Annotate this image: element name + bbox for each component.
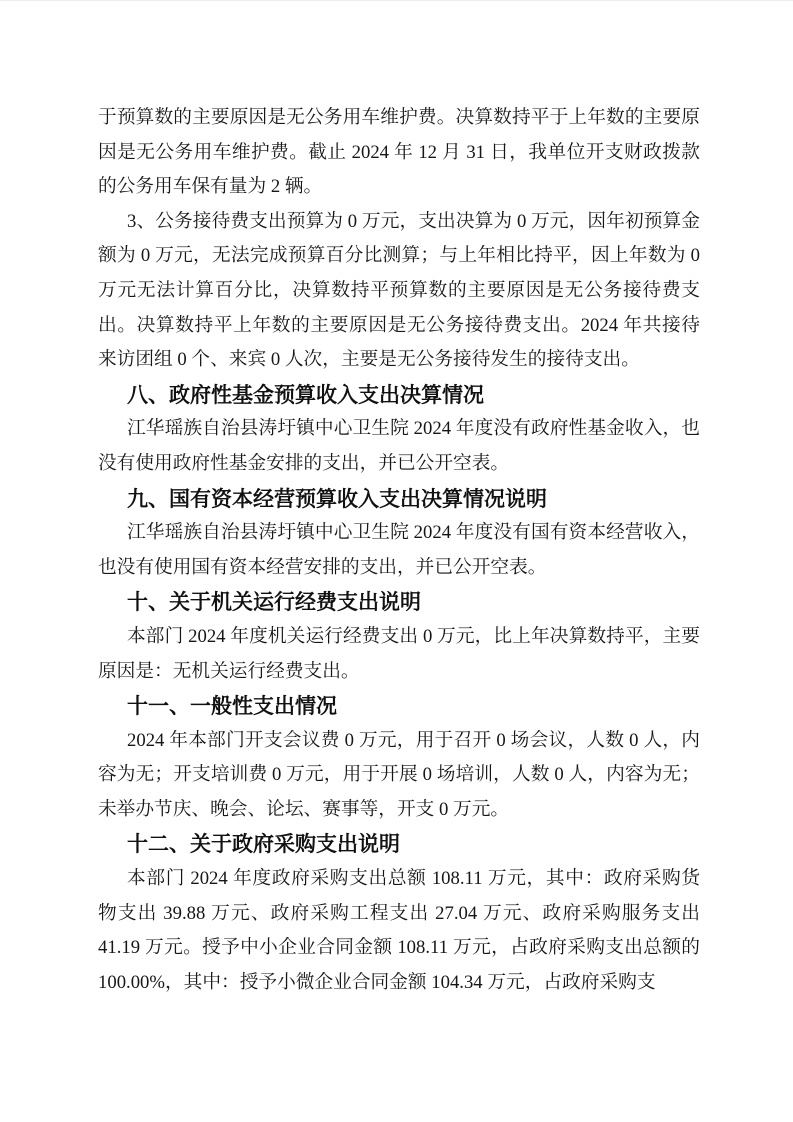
paragraph-operating-expense: 本部门 2024 年度机关运行经费支出 0 万元，比上年决算数持平，主要原因是：无机关运行经费支出。 <box>98 625 700 682</box>
heading-govt-fund-budget: 八、政府性基金预算收入支出决算情况 <box>127 382 484 407</box>
paragraph-govt-fund-budget: 江华瑶族自治县涛圩镇中心卫生院 2024 年度没有政府性基金收入，也没有使用政府性基金安排的支出，并已公开空表。 <box>98 418 700 474</box>
heading-state-capital-budget: 九、国有资本经营预算收入支出决算情况说明 <box>127 486 547 511</box>
heading-general-expenditure: 十一、一般性支出情况 <box>127 694 337 719</box>
heading-govt-procurement: 十二、关于政府采购支出说明 <box>127 832 400 857</box>
paragraph-state-capital-budget: 江华瑶族自治县涛圩镇中心卫生院 2024 年度没有国有资本经营收入，也没有使用国有资本经营安排的支出，并已公开空表。 <box>98 522 700 578</box>
paragraph-govt-procurement: 本部门 2024 年度政府采购支出总额 108.11 万元，其中：政府采购货物支出 39.88 万元、政府采购工程支出 27.04 万元、政府采购服务支出 41.19 万元。授予中小企业合同金额 108.11 万元，占政府采购支出总额的 100.00%，其中：授予小微企业合同金额 104.34 万元，占政府采购支 <box>98 868 700 993</box>
paragraph-official-reception-expense: 3、公务接待费支出预算为 0 万元，支出决算为 0 万元，因年初预算金额为 0 万元，无法完成预算百分比测算；与上年相比持平，因上年数为 0 万元无法计算百分比，决算数持平预算数的主要原因是无公务接待费支出。决算数持平上年数的主要原因是无公务接待费支出。2024 年共接待来访团组 0 个、来宾 0 人次，主要是无公务接待发生的接待支出。 <box>98 210 700 371</box>
heading-operating-expense: 十、关于机关运行经费支出说明 <box>127 590 421 615</box>
paragraph-vehicle-maintenance-continued: 于预算数的主要原因是无公务用车维护费。决算数持平于上年数的主要原因是无公务用车维护费。截止 2024 年 12 月 31 日，我单位开支财政拨款的公务用车保有量为 2 辆。 <box>98 107 700 198</box>
paragraph-general-expenditure: 2024 年本部门开支会议费 0 万元，用于召开 0 场会议，人数 0 人，内容为无；开支培训费 0 万元，用于开展 0 场培训，人数 0 人，内容为无；未举办节庆、晚会、论坛、赛事等，开支 0 万元。 <box>98 729 700 820</box>
document-content <box>0 1 793 1000</box>
